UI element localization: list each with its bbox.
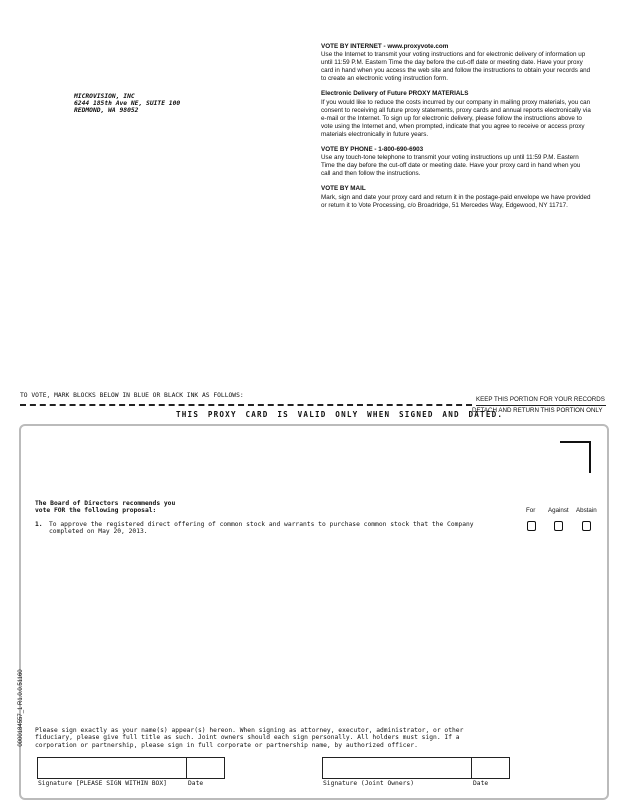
signature-label: Signature [PLEASE SIGN WITHIN BOX] <box>38 780 167 787</box>
joint-date-label: Date <box>473 780 489 787</box>
instruction-heading: VOTE BY MAIL <box>321 185 366 193</box>
detach-line <box>20 404 472 406</box>
proposal-text: To approve the registered direct offering of common stock and warrants to purchase common stock that the Company completed on May 20, 2013. <box>49 521 474 536</box>
date-label: Date <box>188 780 204 787</box>
detach-portion-label: DETACH AND RETURN THIS PORTION ONLY <box>472 407 603 414</box>
instruction-mail <box>321 185 591 209</box>
vote-abstain-checkbox[interactable] <box>582 521 591 531</box>
board-line-1: The Board of Directors recommends you <box>35 500 176 507</box>
proposal-number: 1. <box>35 521 43 528</box>
instruction-body: Mark, sign and date your proxy card and return it in the postage-paid envelope we have provided or return it to Vote Processing, c/o Broadridge, 51 Mercedes Way, Edgewood, NY 11717. <box>321 193 591 209</box>
mailing-address <box>74 93 180 114</box>
instruction-heading: Electronic Delivery of Future PROXY MATERIALS <box>321 90 469 98</box>
voting-instructions <box>321 43 591 217</box>
signing-instructions: Please sign exactly as your name(s) appear(s) hereon. When signing as attorney, executor, administrator, or other fiduciary, please give full title as such. Joint owners should each sign personally. All holders must sign. If a corporation or partnership, please sign in full corporate or partnership name, by authorized officer. <box>35 727 464 749</box>
instruction-body: If you would like to reduce the costs incurred by our company in mailing proxy materials, you can consent to receiving all future proxy statements, proxy cards and annual reports electronically via e-mail or the Internet. To sign up for electronic delivery, please follow the instructions above to vote using the Internet and, when prompted, indicate that you agree to receive or access proxy materials electronically in future years. <box>321 98 591 138</box>
vote-against-checkbox[interactable] <box>554 521 563 531</box>
instruction-heading: VOTE BY PHONE - 1-800-690-6903 <box>321 146 424 154</box>
instruction-body: Use any touch-tone telephone to transmit your voting instructions up until 11:59 P.M. Eastern Time the day before the cut-off date or meeting date. Have your proxy card in hand when you call and then follow the instructions. <box>321 154 581 178</box>
address-line-3: REDMOND, WA 98052 <box>74 107 139 114</box>
address-line-1: MICROVISION, INC <box>74 93 135 100</box>
document-code: 0000184557_1 R1.0.0.51160 <box>18 669 24 747</box>
proposal-1 <box>35 521 517 536</box>
to-vote-instructions: TO VOTE, MARK BLOCKS BELOW IN BLUE OR BLACK INK AS FOLLOWS: <box>20 392 244 399</box>
instruction-heading: VOTE BY INTERNET - www.proxyvote.com <box>321 43 449 50</box>
corner-mark <box>560 441 591 473</box>
board-recommendation <box>35 500 175 515</box>
keep-portion-label: KEEP THIS PORTION FOR YOUR RECORDS <box>476 396 605 403</box>
date-box[interactable] <box>186 757 225 779</box>
signature-box[interactable] <box>37 757 187 779</box>
column-abstain: Abstain <box>576 507 597 514</box>
address-line-2: 6244 185th Ave NE, SUITE 100 <box>74 100 181 107</box>
column-against: Against <box>548 507 569 514</box>
valid-notice: THIS PROXY CARD IS VALID ONLY WHEN SIGNED AND DATED. <box>176 410 504 419</box>
board-line-2: vote FOR the following proposal: <box>35 507 157 515</box>
joint-date-box[interactable] <box>471 757 510 779</box>
detach-rule <box>476 405 606 406</box>
instruction-internet <box>321 43 591 83</box>
vote-for-checkbox[interactable] <box>527 521 536 531</box>
instruction-body: Use the Internet to transmit your voting instructions and for electronic delivery of information up until 11:59 P.M. Eastern Time the day before the cut-off date or meeting date. Have your proxy card in hand when you access the web site and follow the instructions to obtain your records and to create an electronic voting instruction form. <box>321 51 591 83</box>
instruction-electronic-delivery <box>321 90 591 139</box>
instruction-phone <box>321 146 591 178</box>
joint-signature-label: Signature (Joint Owners) <box>323 780 414 787</box>
joint-signature-box[interactable] <box>322 757 472 779</box>
column-for: For <box>526 507 536 514</box>
